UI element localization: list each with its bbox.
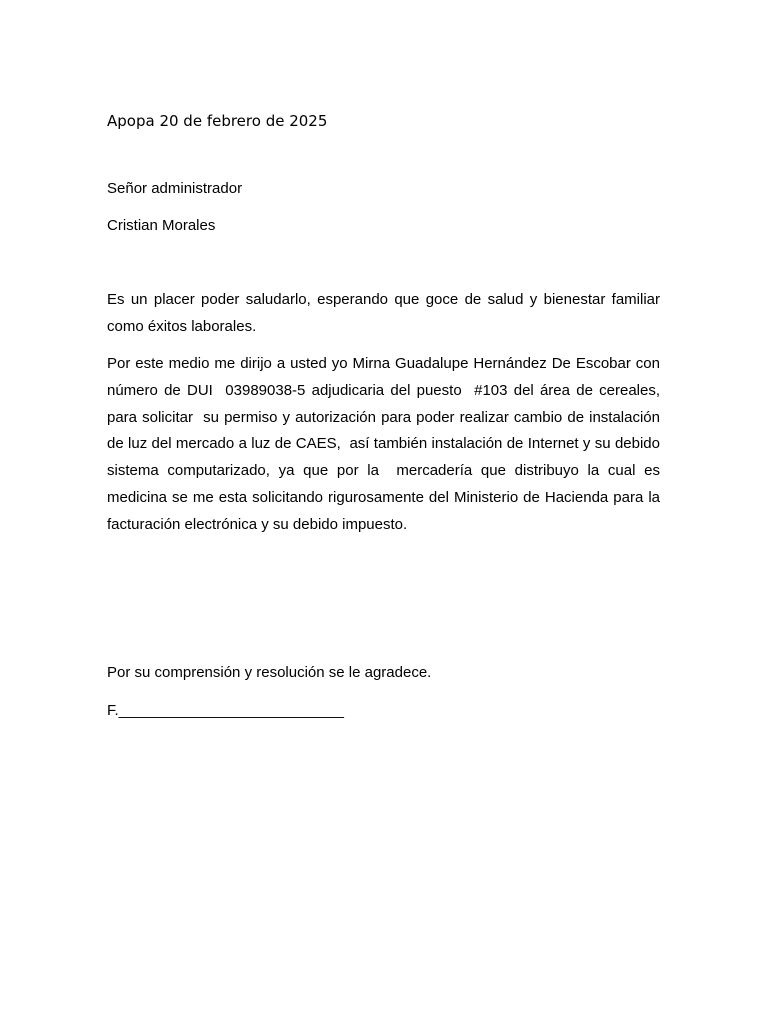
greeting-paragraph: Es un placer poder saludarlo, esperando que goce de salud y bienestar familiar como éxitos laborales.	[107, 291, 665, 335]
recipient-name: Cristian Morales	[107, 217, 216, 234]
recipient-title: Señor administrador	[107, 180, 243, 197]
signature-line: F.___________________________	[107, 702, 344, 719]
request-paragraph: Por este medio me dirijo a usted yo Mirna Guadalupe Hernández De Escobar con número de DUI 03989038-5 adjudicaria del puesto #103 del área de cereales, para solicitar su permiso y autorización para poder realizar cambio de instalación de luz del mercado a luz de CAES, así también instalación de Internet y su debido sistema computarizado, ya que por la mercadería que distribuyo la cual es medicina se me esta solicitando rigurosamente del Ministerio de Hacienda para la facturación electrónica y su debido impuesto.	[107, 355, 665, 533]
closing-line: Por su comprensión y resolución se le agradece.	[107, 664, 432, 681]
date-line: Apopa 20 de febrero de 2025	[107, 112, 328, 130]
